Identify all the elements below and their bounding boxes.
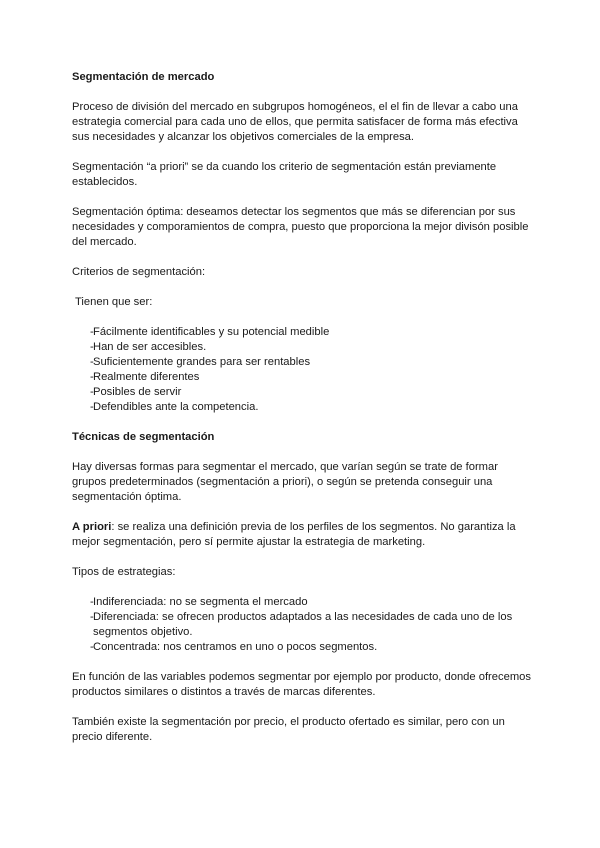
paragraph-a-priori-def: [72, 520, 532, 550]
paragraph-precio: También existe la segmentación por precio, el producto ofertado es similar, pero con un precio diferente.: [72, 716, 505, 743]
criteria-list: [72, 325, 532, 415]
list-item: - Posibles de servir: [72, 385, 532, 400]
section-title-tecnicas: Técnicas de segmentación: [72, 431, 215, 443]
paragraph-criterios: Criterios de segmentación:: [72, 266, 206, 278]
list-item: - Concentrada: nos centramos en uno o pocos segmentos.: [72, 640, 532, 655]
paragraph-variables: En función de las variables podemos segmentar por ejemplo por producto, donde ofrecemos productos similares o distintos a través de marcas diferentes.: [72, 671, 531, 698]
list-item: - Realmente diferentes: [72, 370, 532, 385]
paragraph-a-priori: Segmentación “a priori” se da cuando los criterio de segmentación están previamente establecidos.: [72, 161, 497, 188]
document-content: [72, 70, 532, 760]
list-item: - Fácilmente identificables y su potencial medible: [72, 325, 532, 340]
section-title-segmentacion: Segmentación de mercado: [72, 71, 215, 83]
a-priori-text: : se realiza una definición previa de los perfiles de los segmentos. No garantiza la mejor segmentación, pero sí permite ajustar la estrategia de marketing.: [72, 521, 516, 548]
list-item: - Suficientemente grandes para ser rentables: [72, 355, 532, 370]
paragraph-tipos: Tipos de estrategias:: [72, 566, 176, 578]
list-item: - Han de ser accesibles.: [72, 340, 532, 355]
list-item: - Diferenciada: se ofrecen productos adaptados a las necesidades de cada uno de los segmentos objetivo.: [72, 610, 532, 640]
list-item: - Defendibles ante la competencia.: [72, 400, 532, 415]
paragraph-definition: Proceso de división del mercado en subgrupos homogéneos, el el fin de llevar a cabo una estrategia comercial para cada uno de ellos, que permita satisfacer de forma más efectiva sus necesidades y alcanzar los objetivos comerciales de la empresa.: [72, 101, 518, 143]
paragraph-optima: Segmentación óptima: deseamos detectar los segmentos que más se diferencian por sus necesidades y comporamientos de compra, puesto que proporciona la mejor divisón posible del mercado.: [72, 206, 529, 248]
strategies-list: [72, 595, 532, 655]
a-priori-label: A priori: [72, 521, 112, 533]
paragraph-tienen-que-ser: Tienen que ser:: [75, 296, 153, 308]
paragraph-tecnicas-intro: Hay diversas formas para segmentar el mercado, que varían según se trate de formar grupos predeterminados (segmentación a priori), o según se pretenda conseguir una segmentación óptima.: [72, 461, 498, 503]
list-item: - Indiferenciada: no se segmenta el mercado: [72, 595, 532, 610]
